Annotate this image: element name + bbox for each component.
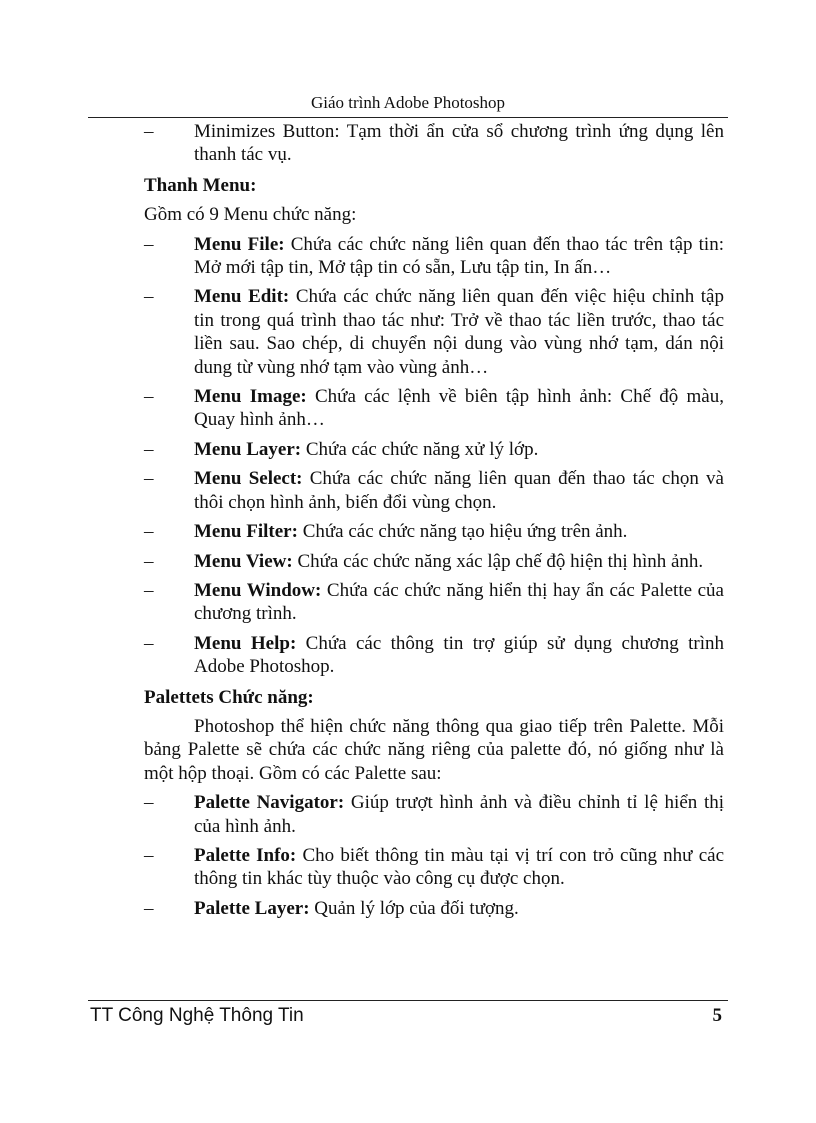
bullet-dash: – <box>144 521 154 543</box>
item-text: Chứa các chức năng liên quan đến thao tác trên tập tin: Mở mới tập tin, Mở tập tin có sẵn, Lưu tập tin, In ấn… <box>194 233 724 279</box>
item-text: Chứa các chức năng tạo hiệu ứng trên ảnh. <box>297 521 628 543</box>
bullet-dash: – <box>144 468 154 490</box>
footer-organization: TT Công Nghệ Thông Tin <box>90 1005 304 1026</box>
bullet-dash: – <box>144 233 154 255</box>
list-item <box>144 897 724 920</box>
item-label: Palette Navigator: <box>194 792 345 814</box>
list-item <box>144 120 724 167</box>
item-text: Chứa các chức năng liên quan đến việc hiệu chỉnh tập tin trong quá trình thao tác như: Trở về thao tác liền trước, thao tác liền sau. Sao chép, di chuyển nội dung vào vùng nhớ tạm, dán nội dung từ vùng nhớ tạm vào vùng ảnh… <box>194 286 724 378</box>
page-body <box>144 120 724 926</box>
item-label: Palette Info: <box>194 844 297 866</box>
bullet-dash: – <box>144 286 154 308</box>
item-label: Menu View: <box>194 550 293 572</box>
bullet-dash: – <box>144 632 154 654</box>
bullet-dash: – <box>144 550 154 572</box>
list-item <box>144 285 724 379</box>
list-item <box>144 520 724 543</box>
list-item <box>144 385 724 432</box>
list-item <box>144 791 724 838</box>
bullet-dash: – <box>144 792 154 814</box>
item-text: Chứa các chức năng liên quan đến thao tác chọn và thôi chọn hình ảnh, biến đổi vùng chọn. <box>194 468 724 513</box>
item-label: Menu Edit: <box>194 286 290 308</box>
running-header: Giáo trình Adobe Photoshop <box>310 93 506 112</box>
list-item <box>144 438 724 461</box>
menu-section-intro: Gồm có 9 Menu chức năng: <box>144 204 357 226</box>
item-label: Menu Help: <box>194 632 297 654</box>
item-text: Chứa các chức năng xác lập chế độ hiện thị hình ảnh. <box>292 550 704 572</box>
item-label: Menu Select: <box>194 468 303 490</box>
list-item <box>144 844 724 891</box>
bullet-dash: – <box>144 121 154 142</box>
list-item <box>144 550 724 573</box>
palette-list <box>144 791 724 920</box>
page-number: 5 <box>712 1005 722 1026</box>
item-label: Menu Layer: <box>194 438 302 460</box>
footer-rule <box>88 1000 728 1001</box>
list-item <box>144 467 724 514</box>
item-label: Menu File: <box>194 233 285 255</box>
palette-section-intro: Photoshop thể hiện chức năng thông qua giao tiếp trên Palette. Mỗi bảng Palette sẽ chứa các chức năng riêng của palette đó, nó giống như là một hộp thoại. Gồm có các Palette sau: <box>144 715 724 784</box>
item-text: Cho biết thông tin màu tại vị trí con trỏ cũng như các thông tin khác tùy thuộc vào công cụ được chọn. <box>194 844 725 890</box>
item-text: Giúp trượt hình ảnh và điều chỉnh tỉ lệ hiển thị của hình ảnh. <box>194 792 725 837</box>
bullet-dash: – <box>144 579 154 601</box>
bullet-dash: – <box>144 897 154 919</box>
intro-list <box>144 120 724 167</box>
item-text: Chứa các thông tin trợ giúp sử dụng chương trình Adobe Photoshop. <box>194 632 724 678</box>
item-text: Chứa các chức năng xử lý lớp. <box>301 438 539 460</box>
item-label: Palette Layer: <box>194 897 310 919</box>
bullet-dash: – <box>144 438 154 460</box>
menu-section-heading: Thanh Menu: <box>144 174 257 196</box>
header-rule <box>88 117 728 118</box>
item-text: Minimizes Button: Tạm thời ẩn cửa sổ chương trình ứng dụng lên thanh tác vụ. <box>194 121 724 166</box>
item-label: Menu Window: <box>194 579 322 601</box>
bullet-dash: – <box>144 386 154 408</box>
bullet-dash: – <box>144 844 154 866</box>
item-label: Menu Image: <box>194 386 307 408</box>
palette-section-heading: Palettets Chức năng: <box>144 686 314 708</box>
item-label: Menu Filter: <box>194 521 298 543</box>
menu-list <box>144 233 724 679</box>
item-text: Chứa các lệnh về biên tập hình ảnh: Chế độ màu, Quay hình ảnh… <box>194 386 724 431</box>
list-item <box>144 233 724 280</box>
item-text: Quản lý lớp của đối tượng. <box>309 897 519 919</box>
list-item <box>144 579 724 626</box>
list-item <box>144 632 724 679</box>
item-text: Chứa các chức năng hiển thị hay ẩn các Palette của chương trình. <box>194 579 724 625</box>
